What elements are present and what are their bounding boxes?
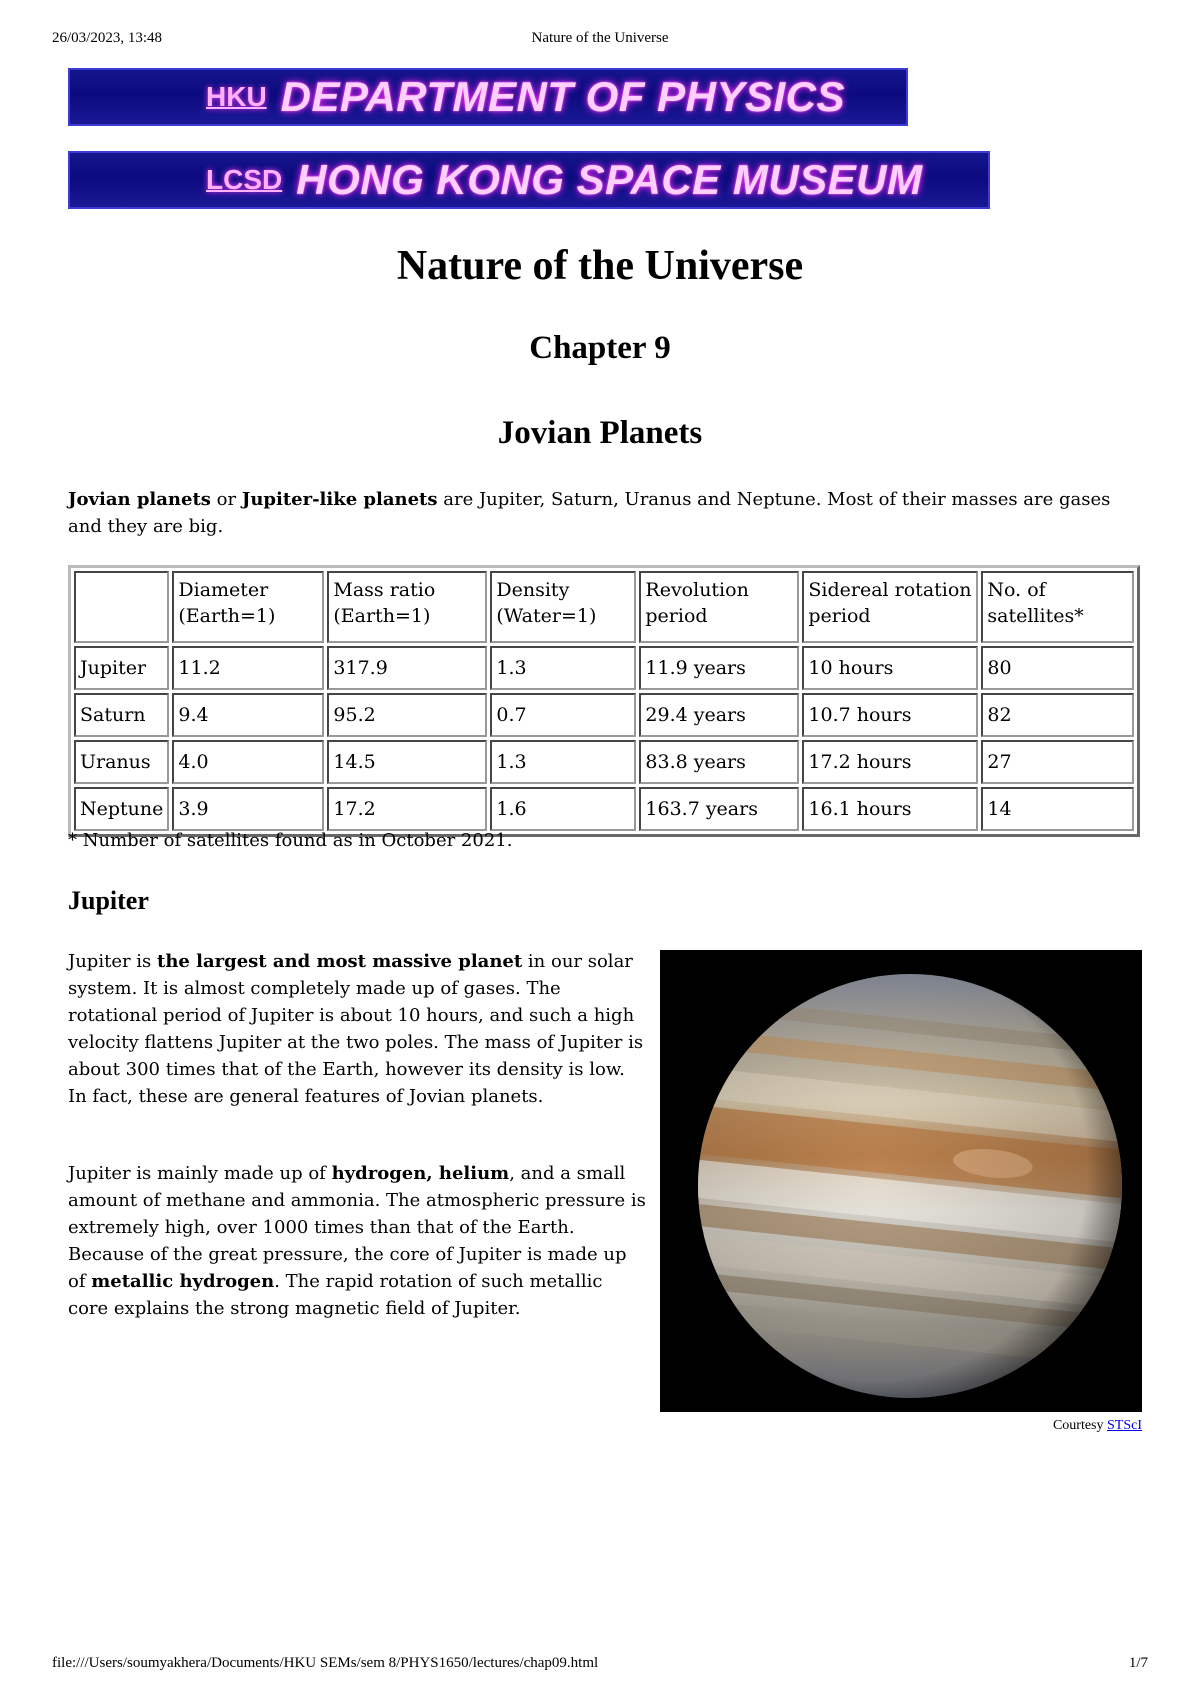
jovian-planets-table (68, 565, 1140, 837)
table-cell: 0.7 (490, 693, 636, 737)
p1-bold: the largest and most massive planet (157, 951, 523, 972)
table-cell: 3.9 (172, 787, 324, 831)
table-cell: 4.0 (172, 740, 324, 784)
table-cell: 27 (981, 740, 1134, 784)
table-cell: 11.9 years (639, 646, 799, 690)
p2-text-a: Jupiter is mainly made up of (68, 1163, 332, 1184)
table-cell: 16.1 hours (802, 787, 978, 831)
print-header (52, 30, 1148, 50)
table-cell: 9.4 (172, 693, 324, 737)
table-header-row (74, 571, 1134, 643)
table-cell: 10.7 hours (802, 693, 978, 737)
table-cell: 1.3 (490, 646, 636, 690)
table-cell: 29.4 years (639, 693, 799, 737)
table-cell: 1.6 (490, 787, 636, 831)
dept-physics-banner[interactable] (68, 68, 908, 126)
table-cell: 17.2 (327, 787, 487, 831)
jupiter-photo (660, 950, 1142, 1412)
table-row (74, 646, 1134, 690)
table-cell: Saturn (74, 693, 169, 737)
courtesy-label: Courtesy (1052, 1418, 1107, 1433)
intro-bold-jupiter-like: Jupiter-like planets (241, 489, 438, 510)
jupiter-paragraph-2 (68, 1160, 648, 1322)
table-cell: 1.3 (490, 740, 636, 784)
hku-logo-tag: HKU (206, 81, 267, 112)
table-header-cell: Revolution period (639, 571, 799, 643)
p2-text-c: , and a small amount of methane and ammonia. The atmospheric pressure is extremely high, over 1000 times than that of the Earth. Because of the great pressure, the core of Jupiter is made up of (68, 1163, 646, 1292)
satellites-footnote: * Number of satellites found as in October 2021. (68, 830, 513, 851)
table-cell: 17.2 hours (802, 740, 978, 784)
table-cell: Uranus (74, 740, 169, 784)
table-row (74, 693, 1134, 737)
p1-text-c: in our solar system. It is almost completely made up of gases. The rotational period of Jupiter is about 10 hours, and such a high velocity flattens Jupiter at the two poles. The mass of Jupiter is about 300 times that of the Earth, however its density is low. In fact, these are general features of Jovian planets. (68, 951, 644, 1107)
table-header-cell: No. of satellites* (981, 571, 1134, 643)
intro-paragraph (68, 486, 1128, 540)
table-cell: 11.2 (172, 646, 324, 690)
jupiter-heading: Jupiter (68, 886, 149, 915)
table-cell: 82 (981, 693, 1134, 737)
table-cell: 14 (981, 787, 1134, 831)
page-title: Nature of the Universe (396, 243, 804, 289)
space-museum-banner[interactable] (68, 151, 990, 209)
image-credit (1053, 1418, 1142, 1434)
p1-text-a: Jupiter is (68, 951, 158, 972)
print-file-path: file:///Users/soumyakhera/Documents/HKU SEMs/sem 8/PHYS1650/lectures/chap09.html (52, 1655, 599, 1671)
intro-text-rest: are Jupiter, Saturn, Uranus and Neptune. Most of their masses are gases and they are big. (68, 489, 1111, 537)
p2-bold-elements: hydrogen, helium (331, 1163, 510, 1184)
table-header-cell: Diameter (Earth=1) (172, 571, 324, 643)
table-cell: 317.9 (327, 646, 487, 690)
jupiter-illustration (660, 950, 1142, 1412)
table-cell: 14.5 (327, 740, 487, 784)
stsci-link[interactable]: STScI (1107, 1418, 1142, 1433)
table-row (74, 787, 1134, 831)
table-header-cell: Sidereal rotation period (802, 571, 978, 643)
print-doc-title: Nature of the Universe (531, 30, 669, 46)
print-datetime: 26/03/2023, 13:48 (52, 30, 163, 46)
dept-banner-text: DEPARTMENT OF PHYSICS (280, 73, 846, 120)
table-cell: 10 hours (802, 646, 978, 690)
museum-banner-text: HONG KONG SPACE MUSEUM (296, 156, 923, 203)
p2-text-e: . The rapid rotation of such metallic core explains the strong magnetic field of Jupiter. (68, 1271, 603, 1319)
table-cell: 95.2 (327, 693, 487, 737)
p2-bold-metallic: metallic hydrogen (91, 1271, 275, 1292)
table-cell: 80 (981, 646, 1134, 690)
jupiter-paragraph-1 (68, 948, 648, 1110)
table-cell: Jupiter (74, 646, 169, 690)
table-cell: Neptune (74, 787, 169, 831)
table-cell: 163.7 years (639, 787, 799, 831)
print-page-number: 1/7 (1128, 1655, 1148, 1671)
lcsd-logo-tag: LCSD (206, 164, 283, 195)
intro-text-or: or (210, 489, 242, 510)
table-header-cell (74, 571, 169, 643)
section-heading: Jovian Planets (497, 415, 703, 451)
table-header-cell: Density (Water=1) (490, 571, 636, 643)
table-header-cell: Mass ratio (Earth=1) (327, 571, 487, 643)
intro-bold-jovian: Jovian planets (68, 489, 211, 510)
print-footer (52, 1655, 1148, 1675)
table-row (74, 740, 1134, 784)
chapter-heading: Chapter 9 (529, 330, 671, 366)
table-cell: 83.8 years (639, 740, 799, 784)
